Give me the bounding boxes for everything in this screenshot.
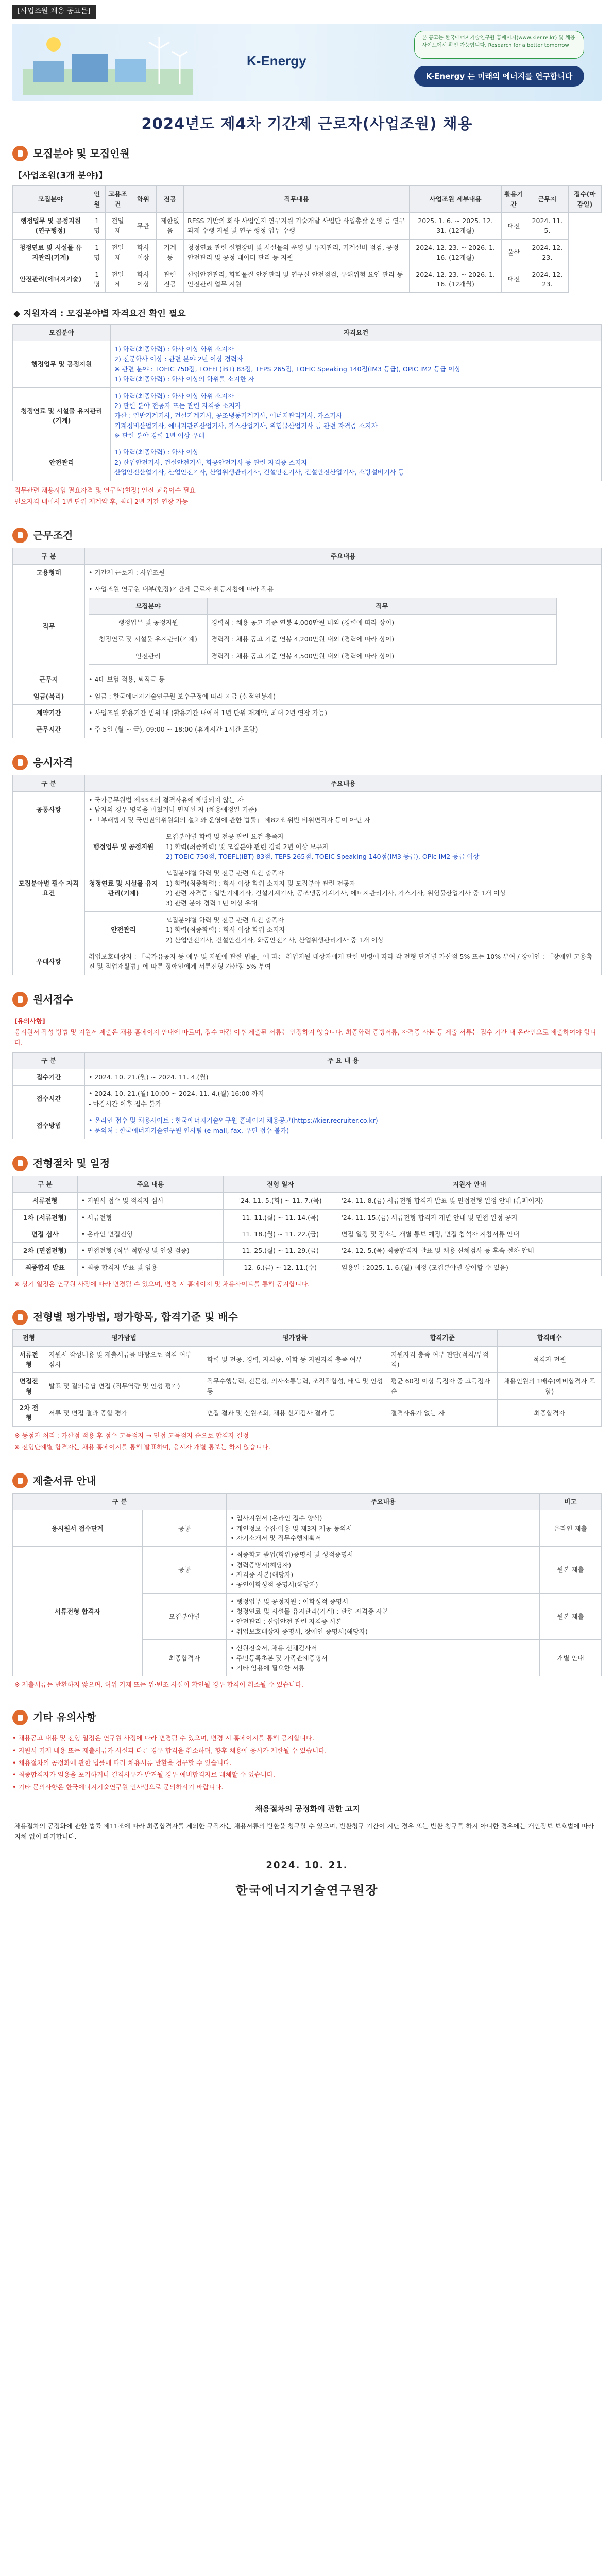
table-cell: 경력직 : 채용 공고 기준 연봉 4,200만원 내외 (경력에 따라 상이) bbox=[208, 631, 557, 648]
note-line: • 최종합격자가 임용을 포기하거나 결격사유가 발견될 경우 예비합격자로 대체할 수 있습니다. bbox=[12, 1771, 275, 1779]
table-cell: • 행정업무 및 공정지원 : 어학성적 증명서 • 청정연료 및 시설물 유지관리(기계) : 관련 자격증 사본 • 안전관리 : 산업안전 관련 자격증 사본 • 취업보호대상자 증명서, 장애인 증명서(해당자) bbox=[227, 1593, 540, 1640]
documents-footnote: ※ 제출서류는 반환하지 않으며, 허위 기재 또는 위·변조 사실이 확인될 경우 합격이 취소될 수 있습니다. bbox=[14, 1681, 304, 1689]
section-title: 전형절차 및 일정 bbox=[33, 1157, 110, 1170]
table-cell: 전일제 bbox=[105, 213, 130, 240]
note-line: • 채용공고 내용 및 전형 일정은 연구원 사정에 따라 변경될 수 있으며, 변경 시 홈페이지를 통해 공지합니다. bbox=[12, 1734, 315, 1742]
table-cell: • 신원진술서, 채용 신체검사서 • 주민등록초본 및 가족관계증명서 • 기타 임용에 필요한 서류 bbox=[227, 1640, 540, 1676]
table-header: 평가방법 bbox=[45, 1330, 203, 1346]
privacy-title: 채용절차의 공정화에 관한 고지 bbox=[254, 1804, 361, 1814]
section-schedule bbox=[12, 1150, 602, 1293]
table-cell: • 서류전형 bbox=[77, 1209, 223, 1226]
table-cell: 최종합격자 bbox=[142, 1640, 227, 1676]
table-cell: 개별 안내 bbox=[540, 1640, 602, 1676]
table-cell: 안전관리 bbox=[13, 444, 111, 481]
table-row bbox=[13, 213, 602, 240]
table-cell: 원본 제출 bbox=[540, 1593, 602, 1640]
table-cell: 1명 bbox=[89, 213, 105, 240]
table-cell: 학사이상 bbox=[130, 266, 156, 293]
documents-table: 구 분 주요내용 비고 응시원서 접수단계 공통 • 입사지원서 (온라인 접수 양식) • 개인정보 수집·이용 및 제3자 제공 동의서 • 자기소개서 및 직무수행계획서 온라인 제출 서류전형 합격자 공통 • 최종학교 졸업(학위)증명서 및 성적증명서 • 경력증명서(해당자) • 자격증 사본(해당자) • 공인어학성적 증명서(해당자) 원본 제출 모집분야별 • 행정업무 및 공정지원 : 어학성적 증명서 • 청정연료 및 시설물 유지관리(기계) : 관련 자격증 사본 • 안전관리 : 산업안전 관련 자격증 사본 • 취업보호대상자 증명서, 장애인 증명서(해당자) 원본 제출 최종합격자 • 신원진술서, 채용 신체검사서 • 주민등록초본 및 가족관계증명서 • 기타 임용에 필요한 서류 개별 안내 bbox=[12, 1493, 602, 1677]
table-cell: '24. 11. 15.(금) 서류전형 합격자 개별 안내 및 면접 일정 공지 bbox=[337, 1209, 602, 1226]
section-documents bbox=[12, 1468, 602, 1693]
evaluation-table bbox=[12, 1329, 602, 1427]
privacy-text: 채용절차의 공정화에 관한 법률 제11조에 따라 최종합격자를 제외한 구직자는 채용서류의 반환을 청구할 수 있으며, 반환청구 기간이 지난 경우 또는 반환 청구를 하지 아니한 경우에는 개인정보 보호법에 따라 지체 없이 파기합니다. bbox=[14, 1822, 594, 1840]
table-cell: 학력 및 전공, 경력, 자격증, 어학 등 지원자격 충족 여부 bbox=[203, 1346, 387, 1373]
section-title: 제출서류 안내 bbox=[33, 1474, 96, 1487]
table-row bbox=[13, 1209, 602, 1226]
note-line: • 기타 문의사항은 한국에너지기술연구원 인사팀으로 문의하시기 바랍니다. bbox=[12, 1783, 224, 1791]
table-cell: 산업안전관리, 화학물질 안전관리 및 연구실 안전점검, 유해위험 요인 관리 등 안전관리 업무 지원 bbox=[184, 266, 410, 293]
table-cell: 울산 bbox=[501, 239, 526, 266]
table-cell: 1명 bbox=[89, 239, 105, 266]
table-cell: 안전관리 bbox=[89, 648, 208, 664]
table-header: 전공 bbox=[156, 186, 183, 213]
table-cell: 면접 결과 및 신원조회, 채용 신체검사 결과 등 bbox=[203, 1400, 387, 1427]
table-cell: 2차 전형 bbox=[13, 1400, 45, 1427]
table-cell: 대전 bbox=[501, 213, 526, 240]
table-header: 합격배수 bbox=[498, 1330, 602, 1346]
table-cell: 관련 전공 bbox=[156, 266, 183, 293]
page-title: 2024년도 제4차 기간제 근로자(사업조원) 채용 bbox=[141, 115, 473, 132]
section-marker-icon bbox=[12, 1156, 28, 1171]
eligibility-table: 구 분 주요내용 공통사항 • 국가공무원법 제33조의 결격사유에 해당되지 않는 자 • 남자의 경우 병역을 마쳤거나 면제된 자 (채용예정일 기준) • 「부패방지 및 국민권익위원회의 설치와 운영에 관한 법률」 제82조 위반 비위면직자 등이 아닌 자 모집분야별 필수 자격요건 행정업무 및 공정지원 모집분야별 학력 및 전공 관련 요건 충족자 1) 학력(최종학력) 및 모집분야 관련 경력 2년 이상 보유자 2) TOEIC 750점, TOEFL(iBT) 83점, TEPS 265점, TOEIC Speaking 140점(IM3 등급), OPIc IM2 등급 이상 청정연료 및 시설물 유지관리(기계) 모집분야별 학력 및 전공 관련 요건 충족자 1) 학력(최종학력) : 학사 이상 학위 소지자 및 모집분야 관련 전공자 2) 관련 자격증 : 일반기계기사, 건설기계기사, 공조냉동기계기사, 에너지관리기사, 가스기사, 위험물산업기사 중 1개 이상 3) 관련 분야 경력 1년 이상 우대 안전관리 모집분야별 학력 및 전공 관련 요건 충족자 1) 학력(최종학력) : 학사 이상 학위 소지자 2) 산업안전기사, 건설안전기사, 화공안전기사, 산업위생관리기사 중 1개 이상 우대사항 취업보호대상자 : 「국가유공자 등 예우 및 지원에 관한 법률」에 따른 취업지원 대상자에게 관련 법령에 따라 각 전형 단계별 가산점 5% 또는 10% 부여 / 장애인 : 「장애인 고용촉진 및 직업재활법」에 따른 장애인에게 서류전형 가산점 5% 부여 bbox=[12, 775, 602, 975]
table-cell: 최종합격자 bbox=[498, 1400, 602, 1427]
requirement-footnote: 직무관련 채용시험 필요자격 및 연구실(현장) 안전 교육이수 필요 bbox=[14, 486, 196, 494]
table-cell: 경력직 : 채용 공고 기준 연봉 4,000만원 내외 (경력에 따라 상이) bbox=[208, 615, 557, 631]
table-cell: 2024. 12. 23. ~ 2026. 1. 16. (12개월) bbox=[410, 266, 501, 293]
table-header: 구 분 bbox=[13, 1176, 78, 1192]
table-cell: 결격사유가 없는 자 bbox=[387, 1400, 498, 1427]
table-cell: 평균 60점 이상 득점자 중 고득점자 순 bbox=[387, 1373, 498, 1400]
table-cell: 대전 bbox=[501, 266, 526, 293]
table-row bbox=[13, 266, 602, 293]
table-header: 전형 일자 bbox=[223, 1176, 337, 1192]
section-positions bbox=[12, 141, 602, 511]
table-cell: 채용인원의 1배수(예비합격자 포함) bbox=[498, 1373, 602, 1400]
table-row bbox=[13, 1346, 602, 1373]
table-cell: 서류전형 bbox=[13, 1346, 45, 1373]
section-marker-icon bbox=[12, 1710, 28, 1725]
table-cell: • 입사지원서 (온라인 접수 양식) • 개인정보 수집·이용 및 제3자 제공 동의서 • 자기소개서 및 직무수행계획서 bbox=[227, 1510, 540, 1547]
table-cell: 경력직 : 채용 공고 기준 연봉 4,500만원 내외 (경력에 따라 상이) bbox=[208, 648, 557, 664]
table-cell: '24. 11. 5.(화) ~ 11. 7.(목) bbox=[223, 1193, 337, 1209]
table-cell: 모집분야별 bbox=[142, 1593, 227, 1640]
table-cell: '24. 11. 8.(금) 서류전형 합격자 발표 및 면접전형 일정 안내 (홈페이지) bbox=[337, 1193, 602, 1209]
table-header: 학위 bbox=[130, 186, 156, 213]
table-row bbox=[13, 341, 602, 388]
table-row bbox=[13, 387, 602, 444]
table-cell: • 최종학교 졸업(학위)증명서 및 성적증명서 • 경력증명서(해당자) • 자격증 사본(해당자) • 공인어학성적 증명서(해당자) bbox=[227, 1547, 540, 1594]
table-header: 사업조원 세부내용 bbox=[410, 186, 501, 213]
table-cell: 11. 25.(월) ~ 11. 29.(금) bbox=[223, 1243, 337, 1259]
warning-label: [유의사항] bbox=[14, 1016, 45, 1025]
table-cell: • 최종 합격자 발표 및 임용 bbox=[77, 1259, 223, 1276]
banner-notice: 본 공고는 한국에너지기술연구원 홈페이지(www.kier.re.kr) 및 채용사이트에서 확인 가능합니다. Research for a better tomorrow bbox=[414, 31, 584, 59]
energy-illustration-icon bbox=[23, 33, 193, 95]
table-header: 합격기준 bbox=[387, 1330, 498, 1346]
table-cell: 11. 11.(월) ~ 11. 14.(목) bbox=[223, 1209, 337, 1226]
table-cell: 지원서 작성내용 및 제출서류를 바탕으로 적격 여부 심사 bbox=[45, 1346, 203, 1373]
schedule-table bbox=[12, 1176, 602, 1276]
table-row bbox=[13, 1400, 602, 1427]
table-cell: 청정연료 및 시설물 유지관리(기계) bbox=[89, 631, 208, 648]
warning-text: 응시원서 작성 방법 및 지원서 제출은 채용 홈페이지 안내에 따르며, 접수 마감 이후 제출된 서류는 인정하지 않습니다. 최종학력 증빙서류, 자격증 사본 등 제출 서류는 접수 기간 내 온라인으로 제출하여야 합니다. bbox=[14, 1028, 596, 1046]
requirements-table: 모집분야 자격요건 행정업무 및 공정지원 1) 학력(최종학력) : 학사 이상 학위 소지자 2) 전문학사 이상 : 관련 분야 2년 이상 경력자 ※ 관련 분야 : TOEIC 750점, TOEFL(iBT) 83점, TEPS 265점, TOEIC Speaking 140점(IM3 등급), OPIC IM2 등급 이상 1) 학력(최종학력) : 학사 이상의 학위를 소지한 자 청정연료 및 시설물 유지관리(기계) 1) 학력(최종학력) : 학사 이상 학위 소지자 2) 관련 분야 전공자 또는 관련 자격증 소지자 가산 : 일반기계기사, 건설기계기사, 공조냉동기계기사, 에너지관리기사, 가스기사 기계정비산업기사, 에너지관리산업기사, 가스산업기사, 위험물산업기사 등 관련 자격증 소지자 ※ 관련 분야 경력 1년 이상 우대 안전관리 1) 학력(최종학력) : 학사 이상 2) 산업안전기사, 건설안전기사, 화공안전기사 등 관련 자격증 소지자 산업안전산업기사, 산업안전기사, 산업위생관리기사, 건설안전기사, 건설안전산업기사, 소방설비기사 등 bbox=[12, 324, 602, 481]
table-cell: 2024. 12. 23. bbox=[526, 266, 568, 293]
table-cell: 안전관리(에너지기술) bbox=[13, 266, 89, 293]
table-row bbox=[13, 1243, 602, 1259]
table-header: 접수(마감일) bbox=[568, 186, 601, 213]
table-cell: 청정연료 관련 실험장비 및 시설물의 운영 및 유지관리, 기계설비 점검, 공정 안전관리 및 공정 데이터 관리 등 지원 bbox=[184, 239, 410, 266]
section-title: 전형별 평가방법, 평가항목, 합격기준 및 배수 bbox=[33, 1311, 238, 1324]
table-cell: 면접전형 bbox=[13, 1373, 45, 1400]
table-cell: 지원자격 충족 여부 판단(적격/부적격) bbox=[387, 1346, 498, 1373]
table-cell: 1차 (서류전형) bbox=[13, 1209, 78, 1226]
table-header: 전형 bbox=[13, 1330, 45, 1346]
section-application bbox=[12, 987, 602, 1139]
application-table: 구 분 주 요 내 용 접수기간 • 2024. 10. 21.(월) ~ 2024. 11. 4.(월) 접수시간 • 2024. 10. 21.(월) 10:00 ~ 2024. 11. 4.(월) 16:00 까지 - 마감시간 이후 접수 불가 접수방법 • 온라인 접수 및 채용사이트 : 한국에너지기술연구원 홈페이지 채용공고(https://kier.recruiter.co.kr) • 문의처 : 한국에너지기술연구원 인사팀 (e-mail, fax, 우편 접수 불가) bbox=[12, 1052, 602, 1139]
section-title: 모집분야 및 모집인원 bbox=[33, 147, 130, 160]
table-cell: 발표 및 질의응답 면접 (직무역량 및 인성 평가) bbox=[45, 1373, 203, 1400]
table-cell: 직무수행능력, 전문성, 의사소통능력, 조직적합성, 태도 및 인성 등 bbox=[203, 1373, 387, 1400]
notice-type-badge: [사업조원 채용 공고문] bbox=[12, 5, 96, 19]
table-row bbox=[89, 615, 557, 631]
table-cell: 2024. 12. 23. ~ 2026. 1. 16. (12개월) bbox=[410, 239, 501, 266]
subsection-title: 【사업조원(3개 분야)】 bbox=[13, 170, 108, 181]
banner-brand-pill: K-Energy 는 미래의 에너지를 연구합니다 bbox=[414, 66, 584, 87]
table-cell: • 온라인 면접전형 bbox=[77, 1226, 223, 1243]
table-cell: 제한없음 bbox=[156, 213, 183, 240]
table-row bbox=[13, 1259, 602, 1276]
schedule-footnote: ※ 상기 일정은 연구원 사정에 따라 변경될 수 있으며, 변경 시 홈페이지 및 채용사이트를 통해 공지합니다. bbox=[14, 1280, 310, 1289]
table-cell: '24. 12. 5.(목) 최종합격자 발표 및 채용 신체검사 등 후속 절차 안내 bbox=[337, 1243, 602, 1259]
table-header: 모집분야 bbox=[13, 186, 89, 213]
section-title: 응시자격 bbox=[33, 756, 73, 769]
table-cell: 원본 제출 bbox=[540, 1547, 602, 1594]
section-title: 근무조건 bbox=[33, 529, 73, 541]
table-row bbox=[13, 444, 602, 481]
table-row bbox=[13, 1510, 602, 1547]
positions-table bbox=[12, 185, 602, 293]
table-header: 고용조건 bbox=[105, 186, 130, 213]
table-cell: 면접 일정 및 장소는 개별 통보 예정, 면접 참석자 지참서류 안내 bbox=[337, 1226, 602, 1243]
table-header: 활용기간 bbox=[501, 186, 526, 213]
table-cell: 행정업무 및 공정지원 bbox=[13, 341, 111, 388]
table-row bbox=[13, 1226, 602, 1243]
table-cell: 최종합격 발표 bbox=[13, 1259, 78, 1276]
table-cell: 행정업무 및 공정지원(연구행정) bbox=[13, 213, 89, 240]
table-header: 인원 bbox=[89, 186, 105, 213]
table-cell: 1) 학력(최종학력) : 학사 이상 학위 소지자 2) 전문학사 이상 : 관련 분야 2년 이상 경력자 ※ 관련 분야 : TOEIC 750점, TOEFL(iBT) 83점, TEPS 265점, TOEIC Speaking 140점(IM3 등급), OPIC IM2 등급 이상 1) 학력(최종학력) : 학사 이상의 학위를 소지한 자 bbox=[111, 341, 602, 388]
table-cell: 서류전형 bbox=[13, 1193, 78, 1209]
table-cell: • 면접전형 (직무 적합성 및 인성 검증) bbox=[77, 1243, 223, 1259]
table-cell: 서류전형 합격자 bbox=[13, 1547, 143, 1676]
requirement-footnote-2: 필요자격 내에서 1년 단위 재계약 후, 최대 2년 기간 연장 가능 bbox=[14, 497, 189, 505]
table-row bbox=[89, 648, 557, 664]
table-cell: • 지원서 접수 및 적격자 심사 bbox=[77, 1193, 223, 1209]
issuing-organization: 한국에너지기술연구원장 bbox=[235, 1883, 379, 1897]
table-cell: RESS 기반의 회사 사업인지 연구지원 기술개발 사업단 사업총괄 운영 등 연구과제 수행 지원 및 연구 행정 업무 수행 bbox=[184, 213, 410, 240]
table-cell: 공통 bbox=[142, 1510, 227, 1547]
section-other-notes bbox=[12, 1704, 602, 1844]
table-cell: 2025. 1. 6. ~ 2025. 12. 31. (12개월) bbox=[410, 213, 501, 240]
notes-list bbox=[12, 1730, 602, 1796]
note-line: • 지원서 기재 내용 또는 제출서류가 사실과 다른 경우 합격을 취소하며, 향후 채용에 응시가 제한될 수 있습니다. bbox=[12, 1747, 327, 1754]
requirement-title: ◆ 지원자격 : 모집분야별 자격요건 확인 필요 bbox=[13, 309, 186, 319]
table-cell: 1) 학력(최종학력) : 학사 이상 2) 산업안전기사, 건설안전기사, 화공안전기사 등 관련 자격증 소지자 산업안전산업기사, 산업안전기사, 산업위생관리기사, 건설안전기사, 건설안전산업기사, 소방설비기사 등 bbox=[111, 444, 602, 481]
section-eligibility bbox=[12, 750, 602, 975]
table-row bbox=[13, 1547, 602, 1594]
k-energy-logo: K-Energy bbox=[247, 53, 306, 69]
table-cell: 임용일 : 2025. 1. 6.(월) 예정 (모집분야별 상이할 수 있음) bbox=[337, 1259, 602, 1276]
table-row bbox=[89, 631, 557, 648]
table-cell: 12. 6.(금) ~ 12. 11.(수) bbox=[223, 1259, 337, 1276]
conditions-table: 구 분 주요내용 고용형태 • 기간제 근로자 : 사업조원 직무 • 사업조원 연구원 내부(현장)기간제 근로자 활동지침에 따라 적용 모집분야 직무 행정업무 및 공정지원 경력직 : 채용 공고 기준 연봉 4,000만원 내외 (경력에 따라 상이) 청정연료 및 시설물 유지관리(기계) 경력직 : 채용 공고 기준 연봉 4,200만원 내외 (경력에 따라 상이) 안전관리 경력직 : 채용 공고 기준 연봉 4,500만원 내외 (경력에 따라 상이) 근무지 • 4대 보험 적용, 퇴직금 등 임금(복리) • 임금 : 한국에너지기술연구원 보수규정에 따라 지급 (실적연봉제) 계약기간 • 사업조원 활용기간 범위 내 (활용기간 내에서 1년 단위 재계약, 최대 2년 연장 가능) 근무시간 • 주 5일 (월 ~ 금), 09:00 ~ 18:00 (휴게시간 1시간 포함) bbox=[12, 548, 602, 738]
table-row bbox=[13, 239, 602, 266]
table-cell: 공통 bbox=[142, 1547, 227, 1594]
table-cell: 2024. 12. 23. bbox=[526, 239, 568, 266]
table-cell: 2차 (면접전형) bbox=[13, 1243, 78, 1259]
evaluation-footnote-2: ※ 전형단계별 합격자는 채용 홈페이지를 통해 발표하며, 응시자 개별 통보는 하지 않습니다. bbox=[14, 1443, 270, 1451]
section-marker-icon bbox=[12, 1310, 28, 1325]
table-cell: 면접 심사 bbox=[13, 1226, 78, 1243]
section-marker-icon bbox=[12, 1473, 28, 1488]
table-cell: 학사이상 bbox=[130, 239, 156, 266]
table-cell: 청정연료 및 시설물 유지관리(기계) bbox=[13, 387, 111, 444]
table-cell: 무관 bbox=[130, 213, 156, 240]
table-cell: 11. 18.(월) ~ 11. 22.(금) bbox=[223, 1226, 337, 1243]
table-cell: 청정연료 및 시설물 유지관리(기계) bbox=[13, 239, 89, 266]
table-cell: 기계 등 bbox=[156, 239, 183, 266]
section-marker-icon bbox=[12, 528, 28, 543]
header-banner bbox=[12, 24, 602, 101]
section-marker-icon bbox=[12, 755, 28, 770]
table-cell: 온라인 제출 bbox=[540, 1510, 602, 1547]
table-cell: 서류 및 면접 결과 종합 평가 bbox=[45, 1400, 203, 1427]
section-title: 원서접수 bbox=[33, 993, 73, 1006]
table-cell: 2024. 11. 5. bbox=[526, 213, 568, 240]
table-row bbox=[13, 1373, 602, 1400]
table-cell: 응시원서 접수단계 bbox=[13, 1510, 143, 1547]
section-marker-icon bbox=[12, 146, 28, 161]
section-conditions bbox=[12, 522, 602, 738]
table-header: 근무지 bbox=[526, 186, 568, 213]
table-header: 직무내용 bbox=[184, 186, 410, 213]
notice-date: 2024. 10. 21. bbox=[266, 1859, 348, 1871]
section-marker-icon bbox=[12, 992, 28, 1007]
table-cell: 전일제 bbox=[105, 239, 130, 266]
table-cell: 1) 학력(최종학력) : 학사 이상 학위 소지자 2) 관련 분야 전공자 또는 관련 자격증 소지자 가산 : 일반기계기사, 건설기계기사, 공조냉동기계기사, 에너지관리기사, 가스기사 기계정비산업기사, 에너지관리산업기사, 가스산업기사, 위험물산업기사 등 관련 자격증 소지자 ※ 관련 분야 경력 1년 이상 우대 bbox=[111, 387, 602, 444]
table-header: 평가항목 bbox=[203, 1330, 387, 1346]
note-line: • 채용절차의 공정화에 관한 법률에 따라 채용서류 반환을 청구할 수 있습니다. bbox=[12, 1758, 232, 1767]
table-cell: 1명 bbox=[89, 266, 105, 293]
table-header: 주요 내용 bbox=[77, 1176, 223, 1192]
table-row bbox=[13, 1193, 602, 1209]
section-title: 기타 유의사항 bbox=[33, 1711, 96, 1724]
table-cell: 전일제 bbox=[105, 266, 130, 293]
evaluation-footnote: ※ 동점자 처리 : 가산점 적용 후 점수 고득점자 → 면접 고득점자 순으로 합격자 결정 bbox=[14, 1431, 249, 1439]
table-header: 지원자 안내 bbox=[337, 1176, 602, 1192]
top-bar bbox=[0, 0, 614, 22]
table-cell: 적격자 전원 bbox=[498, 1346, 602, 1373]
salary-table: 모집분야 직무 행정업무 및 공정지원 경력직 : 채용 공고 기준 연봉 4,000만원 내외 (경력에 따라 상이) 청정연료 및 시설물 유지관리(기계) 경력직 : 채용 공고 기준 연봉 4,200만원 내외 (경력에 따라 상이) 안전관리 경력직 : 채용 공고 기준 연봉 4,500만원 내외 (경력에 따라 상이) bbox=[89, 598, 557, 665]
table-cell: 행정업무 및 공정지원 bbox=[89, 615, 208, 631]
section-evaluation bbox=[12, 1304, 602, 1456]
